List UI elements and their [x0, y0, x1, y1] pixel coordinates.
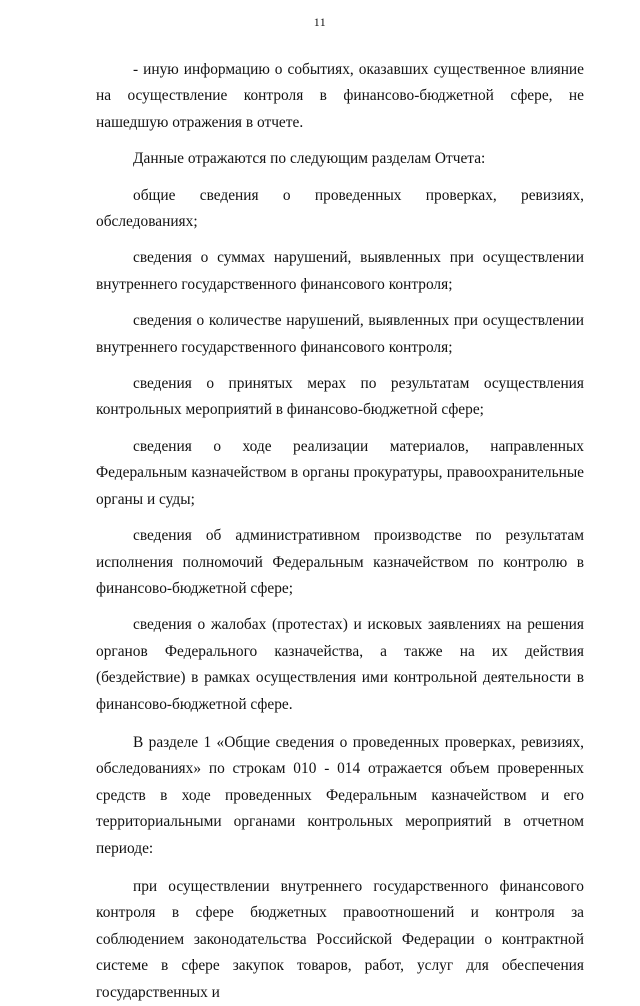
paragraph-other-information: - иную информацию о событиях, оказавших существенное влияние на осуществление контроля в финансово-бюджетной сфере, не нашедшую отражения в отчете.	[96, 61, 584, 131]
paragraph-section-administrative-proceedings: сведения об административном производстве по результатам исполнения полномочий Федеральным казначейством по контролю в финансово-бюджетной сфере;	[96, 527, 584, 597]
paragraph-section-violation-amounts: сведения о суммах нарушений, выявленных при осуществлении внутреннего государственного финансового контроля;	[96, 249, 584, 293]
paragraph-internal-control: при осуществлении внутреннего государственного финансового контроля в сфере бюджетных правоотношений и контроля за соблюдением законодательства Российской Федерации о контрактной системе в сфере закупок товаров, работ, услуг для обеспечения государственных и	[96, 877, 584, 1001]
document-body	[96, 57, 584, 1006]
paragraph-report-sections-intro: Данные отражаются по следующим разделам Отчета:	[133, 150, 486, 168]
page-number: 11	[313, 15, 327, 29]
paragraph-section-measures-taken: сведения о принятых мерах по результатам осуществления контрольных мероприятий в финансово-бюджетной сфере;	[96, 375, 584, 419]
paragraph-section-general-info: общие сведения о проведенных проверках, ревизиях, обследованиях;	[96, 186, 584, 231]
paragraph-section-materials-progress: сведения о ходе реализации материалов, направленных Федеральным казначейством в органы прокуратуры, правоохранительные органы и суды;	[96, 437, 584, 508]
paragraph-section-1-description: В разделе 1 «Общие сведения о проведенных проверках, ревизиях, обследованиях» по строкам 010 - 014 отражается объем проверенных средств в ходе проведенных Федеральным казначейством и его территориальными органами контрольных мероприятий в отчетном периоде:	[96, 733, 584, 857]
paragraph-section-complaints: сведения о жалобах (протестах) и исковых заявлениях на решения органов Федерального казначейства, а также на их действия (бездействие) в рамках осуществления ими контрольной деятельности в финансово-бюджетной сфере.	[96, 616, 584, 713]
paragraph-section-violation-count: сведения о количестве нарушений, выявленных при осуществлении внутреннего государственного финансового контроля;	[96, 312, 584, 356]
